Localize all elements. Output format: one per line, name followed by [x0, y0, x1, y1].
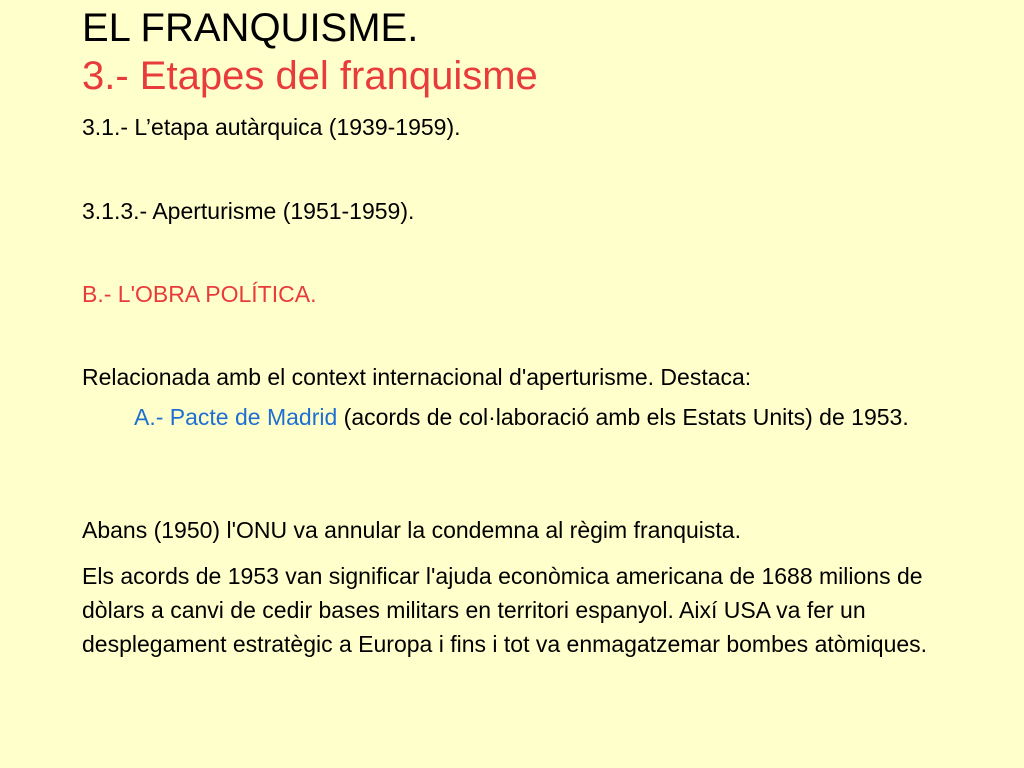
acords-paragraph: Els acords de 1953 van significar l'ajuda econòmica americana de 1688 milions de dòlars a canvi de cedir bases militars en territori espanyol. Així USA va fer un desplegament estratègic a Europa i fins i tot va enmagatzemar bombes atòmiques. — [82, 563, 928, 657]
point-a-label: A.- Pacte de Madrid — [134, 404, 338, 430]
slide-subtitle: 3.- Etapes del franquisme — [82, 54, 538, 98]
point-a-text: (acords de col·laboració amb els Estats Units) de 1953. — [337, 404, 909, 430]
onu-paragraph: Abans (1950) l'ONU va annular la condemna al règim franquista. — [82, 517, 741, 543]
intro-text: Relacionada amb el context internacional d'aperturisme. Destaca: — [82, 364, 752, 390]
stage-heading: 3.1.- L’etapa autàrquica (1939-1959). — [82, 114, 461, 140]
section-heading: B.- L'OBRA POLÍTICA. — [82, 281, 317, 307]
title-block — [82, 4, 538, 100]
slide-title: EL FRANQUISME. — [82, 6, 419, 50]
subsection-heading: 3.1.3.- Aperturisme (1951-1959). — [82, 198, 415, 224]
point-a — [134, 400, 934, 434]
